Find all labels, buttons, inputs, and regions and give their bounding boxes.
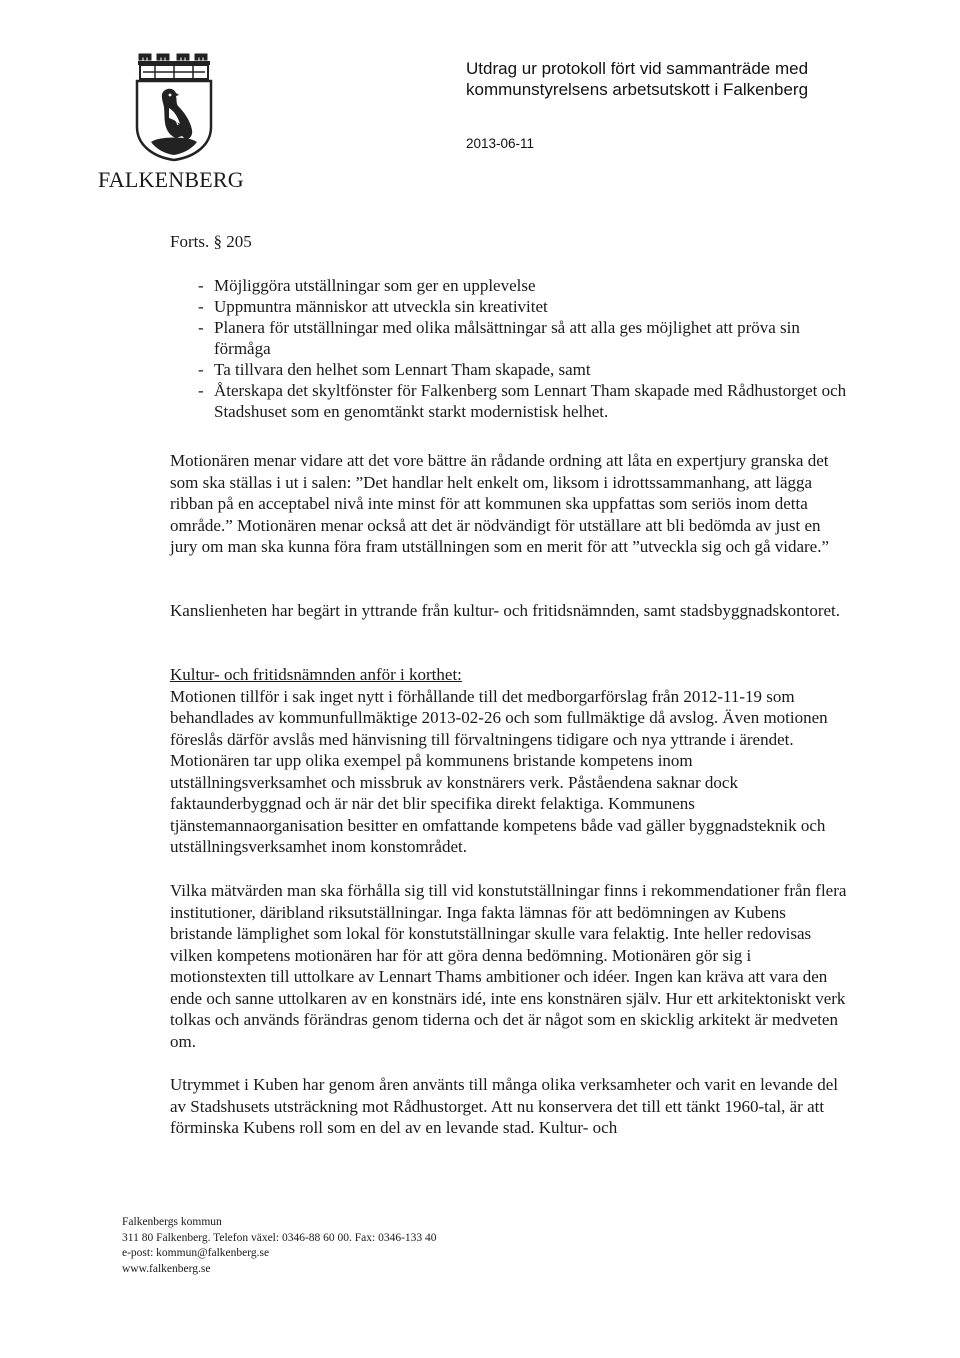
list-item [170,275,850,296]
list-item [170,359,850,380]
dash-bullet-icon: - [198,318,204,337]
paragraph-motionen: Motionen tillför i sak inget nytt i förhållande till det medborgarförslag från 2012-11-19 som behandlades av kommunfullmäktige 2013-02-26 och som fullmäktige då avslog. Även motionen föreslås därför avslås med hänvisning till förvaltningens tidigare och nya yttrande i ärendet. Motionären tar upp olika exempel på kommunens bristande kompetens inom utställningsverksamhet och missbruk av konstnärers verk. Påståendena saknar dock faktaunderbyggnad och är när det blir specifika direkt felaktiga. Kommunens tjänstemannaorganisation besitter en omfattande kompetens både vad gäller byggnadsteknik och utställningsverksamhet inom konstområdet. [170,686,828,856]
footer-org: Falkenbergs kommun [122,1216,222,1228]
dash-bullet-icon: - [198,276,204,295]
list-item [170,380,850,422]
footer [122,1215,437,1277]
document-title-line2: kommunstyrelsens arbetsutskott i Falkenberg [466,80,809,99]
section-heading: Kultur- och fritidsnämnden anför i korthet: [170,665,462,684]
org-name: FALKENBERG [98,167,244,192]
document-title-line1: Utdrag ur protokoll fört vid sammanträde med [466,59,809,78]
list-item-text: Uppmuntra människor att utveckla sin kreativitet [214,297,548,316]
list-item-text: Planera för utställningar med olika målsättningar så att alla ges möjlighet att pröva sin förmåga [214,318,800,358]
falkenberg-coat-of-arms-icon [133,50,215,162]
list-item-text: Möjliggöra utställningar som ger en upplevelse [214,276,536,295]
document-date: 2013-06-11 [466,136,535,151]
list-item-text: Ta tillvara den helhet som Lennart Tham skapade, samt [214,360,591,379]
dash-bullet-icon: - [198,360,204,379]
paragraph-matvarden: Vilka mätvärden man ska förhålla sig till vid konstutställningar finns i rekommendationer från flera institutioner, däribland riksutställningar. Inga fakta lämnas för att bedömningen av Kubens bristande lämplighet som lokal för konstutställningar skulle vara felaktig. Inte heller redovisas vilken kompetens motionären har för att göra denna bedömning. Motionären gör sig i motionstexten till uttolkare av Lennart Thams ambitioner och idéer. Ingen kan kräva att vara den ende och sanne uttolkaren av en konstnärs idé, inte ens konstnären själv. Hur ett arkitektoniskt verk tolkas och används förändras genom tiderna och det är något som en skicklig arkitekt är medveten om. [170,881,847,1051]
list-item [170,317,850,359]
paragraph-kanslienheten: Kanslienheten har begärt in yttrande från kultur- och fritidsnämnden, samt stadsbyggnadskontoret. [170,601,841,620]
list-item [170,296,850,317]
footer-website: www.falkenberg.se [122,1262,211,1275]
list-item-text: Återskapa det skyltfönster för Falkenberg som Lennart Tham skapade med Rådhustorget och Stadshuset som en genomtänkt starkt modernistisk helhet. [214,381,847,421]
footer-address: 311 80 Falkenberg. Telefon växel: 0346-88 60 00. Fax: 0346-133 40 [122,1231,437,1244]
section-reference: Forts. § 205 [170,232,252,251]
bullet-list [170,275,850,422]
dash-bullet-icon: - [198,381,204,400]
dash-bullet-icon: - [198,297,204,316]
paragraph-utrymmet: Utrymmet i Kuben har genom åren använts till många olika verksamheter och varit en levande del av Stadshusets utsträckning mot Rådhustorget. Att nu konservera det till ett tänkt 1960-tal, är att förminska Kubens roll som en del av en levande stad. Kultur- och [170,1075,838,1137]
footer-email: e-post: kommun@falkenberg.se [122,1247,270,1259]
paragraph-expert-jury: Motionären menar vidare att det vore bättre än rådande ordning att låta en expertjury granska det som ska ställas i ut i salen: ”Det handlar helt enkelt om, liksom i idrottssammanhang, att lägga ribban på en acceptabel nivå inte minst för att kommunen ska uppfattas som seriös inom detta område.” Motionären menar också att det är nödvändigt för utställare att bli bedömda av just en jury om man ska kunna föra fram utställningen som en merit för att ”utveckla sig och gå vidare.” [170,451,830,556]
document-title [466,58,808,100]
section-kultur-fritid [170,664,850,858]
